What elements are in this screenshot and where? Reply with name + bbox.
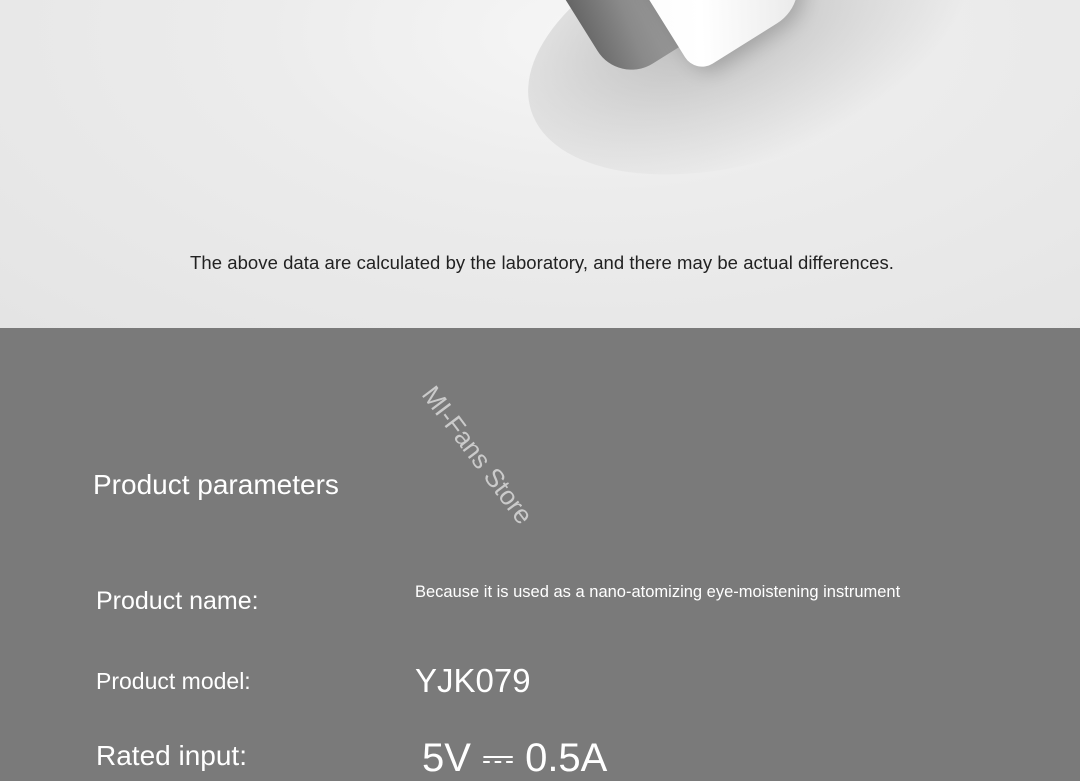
rated-input-value: 5V ⎓ 0.5A <box>422 736 608 780</box>
product-model-value: YJK079 <box>415 662 531 699</box>
lab-disclaimer-text: The above data are calculated by the laboratory, and there may be actual differences. <box>190 252 894 273</box>
product-name-label: Product name: <box>96 587 259 615</box>
product-image-section <box>0 0 1080 328</box>
product-name-value: Because it is used as a nano-atomizing eye-moistening instrument <box>415 583 901 601</box>
store-watermark: MI-Fans Store <box>416 380 540 530</box>
rated-input-label: Rated input: <box>96 740 247 771</box>
product-model-label: Product model: <box>96 668 251 694</box>
params-section-title: Product parameters <box>93 469 339 500</box>
